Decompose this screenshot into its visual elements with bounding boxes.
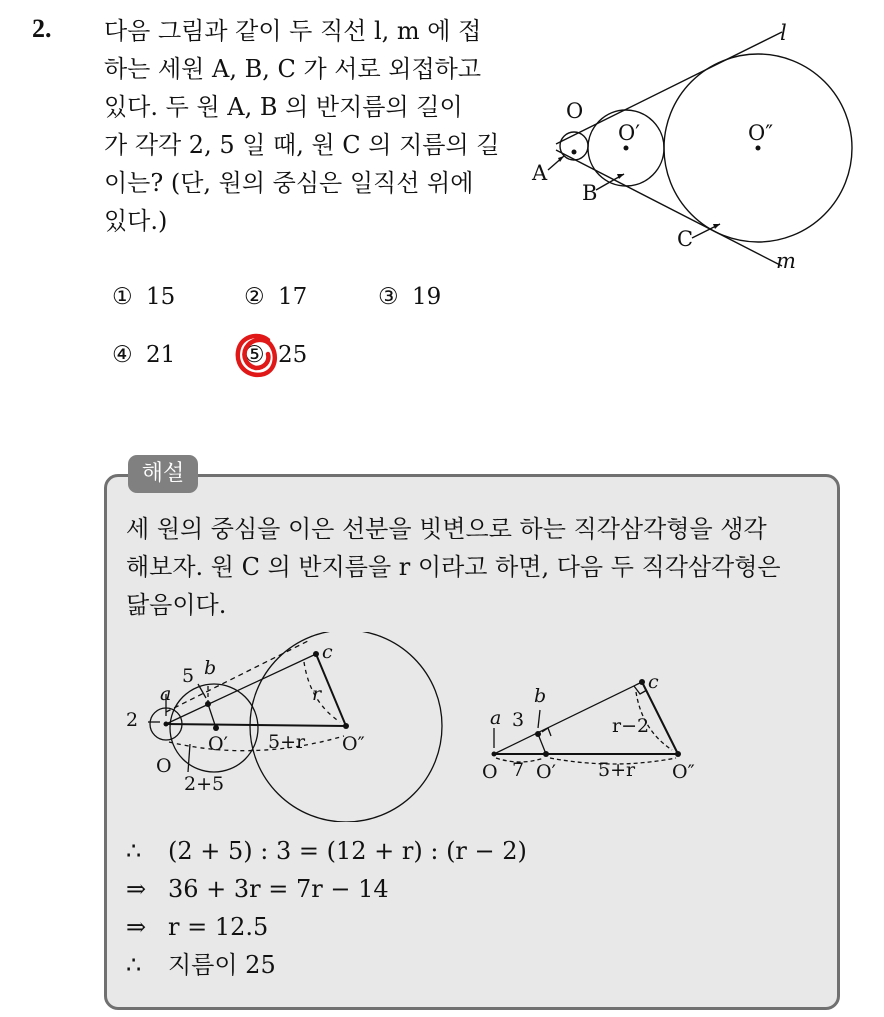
- solution-line: 닮음이다.: [126, 591, 227, 619]
- label-m: m: [776, 249, 796, 273]
- label-o2: O″: [672, 761, 695, 783]
- equation-expr: 36 + 3r = 7r − 14: [168, 875, 389, 903]
- label-sum: 2+5: [184, 773, 225, 795]
- label-b: b: [534, 685, 547, 707]
- label-three: 3: [512, 709, 525, 731]
- center-o1: [624, 146, 629, 151]
- choice-value: 15: [146, 284, 176, 310]
- question-line: 이는? (단, 원의 중심은 일직선 위에: [104, 169, 474, 197]
- question-text: [104, 12, 504, 240]
- solution-tag: 해설: [128, 455, 198, 493]
- label-rm2: r−2: [612, 715, 650, 737]
- label-o1: O′: [208, 733, 228, 755]
- question-line: 있다.): [104, 207, 168, 235]
- equation-symbol: ⇒: [126, 875, 147, 903]
- tangent-circles-figure: [520, 10, 860, 280]
- label-five: 5: [182, 665, 195, 687]
- segment-oo2: [166, 724, 346, 726]
- equation-row: [126, 908, 527, 946]
- choice-1[interactable]: [112, 284, 175, 310]
- choice-mark: ⑤: [244, 342, 265, 368]
- label-circle-a: A: [532, 161, 548, 185]
- choice-value: 25: [278, 342, 308, 368]
- right-angle-b: [542, 728, 551, 736]
- equation-expr: 지름이 25: [168, 951, 276, 979]
- arrow-sum: [188, 744, 190, 772]
- label-a: a: [160, 683, 172, 705]
- label-o2: O″: [748, 121, 774, 145]
- choice-mark: ②: [244, 284, 265, 310]
- equation-row: [126, 946, 527, 984]
- point-o: [164, 722, 169, 727]
- label-c: c: [648, 671, 659, 693]
- side-b: [538, 734, 546, 754]
- point-o: [492, 752, 497, 757]
- line-m: [556, 150, 782, 266]
- label-l: l: [780, 21, 787, 45]
- choice-mark: ③: [378, 284, 399, 310]
- point-o1: [543, 751, 549, 757]
- label-r: r: [312, 683, 322, 705]
- choice-4[interactable]: [112, 342, 175, 368]
- choice-mark: ①: [112, 284, 133, 310]
- equation-row: [126, 832, 527, 870]
- choice-value: 19: [412, 284, 442, 310]
- point-b: [535, 731, 541, 737]
- point-c: [313, 651, 319, 657]
- solution-line: 해보자. 원 C 의 반지름을 r 이라고 하면, 다음 두 직각삼각형은: [126, 553, 781, 581]
- solution-equations: [126, 832, 527, 984]
- question-number: 2.: [32, 14, 52, 43]
- label-o1: O′: [536, 761, 556, 783]
- question-line: 하는 세원 A, B, C 가 서로 외접하고: [104, 55, 482, 83]
- choice-value: 21: [146, 342, 176, 368]
- question-line: 가 각각 2, 5 일 때, 원 C 의 지름의 길: [104, 131, 500, 159]
- center-o2: [756, 146, 761, 151]
- label-seg: 5+r: [598, 759, 636, 781]
- choice-3[interactable]: [378, 284, 441, 310]
- equation-symbol: ∴: [126, 837, 142, 865]
- label-circle-b: B: [582, 181, 598, 205]
- choice-2[interactable]: [244, 284, 307, 310]
- question-line: 다음 그림과 같이 두 직선 l, m 에 접: [104, 17, 482, 45]
- label-o1: O′: [618, 121, 640, 145]
- point-c: [639, 679, 645, 685]
- solution-text: [126, 510, 836, 624]
- point-o2: [675, 751, 681, 757]
- equation-row: [126, 870, 527, 908]
- center-o: [572, 150, 577, 155]
- point-o1: [213, 725, 219, 731]
- label-two: 2: [126, 709, 139, 731]
- arrow-b: [538, 710, 540, 728]
- label-seg: 5+r: [268, 731, 306, 753]
- equation-expr: (2 + 5) : 3 = (12 + r) : (r − 2): [168, 837, 527, 865]
- point-b: [205, 701, 211, 707]
- choice-mark: ④: [112, 342, 133, 368]
- label-o: O: [156, 755, 172, 777]
- question-line: 있다. 두 원 A, B 의 반지름의 길이: [104, 93, 463, 121]
- point-o2: [343, 723, 349, 729]
- solution-circles-figure: [124, 632, 454, 822]
- circle-a: [560, 132, 588, 160]
- label-b: b: [204, 657, 217, 679]
- choice-value: 17: [278, 284, 308, 310]
- label-o2: O″: [342, 733, 365, 755]
- similar-triangles-figure: [480, 670, 720, 790]
- label-c: c: [322, 641, 333, 663]
- answer-circle-mark: [232, 330, 282, 382]
- label-o: O: [566, 99, 584, 123]
- equation-expr: r = 12.5: [168, 913, 269, 941]
- label-a: a: [490, 707, 502, 729]
- label-seven: 7: [512, 759, 525, 781]
- label-circle-c: C: [677, 227, 694, 251]
- solution-line: 세 원의 중심을 이은 선분을 빗변으로 하는 직각삼각형을 생각: [126, 515, 767, 543]
- equation-symbol: ⇒: [126, 913, 147, 941]
- equation-symbol: ∴: [126, 951, 142, 979]
- label-o: O: [482, 761, 498, 783]
